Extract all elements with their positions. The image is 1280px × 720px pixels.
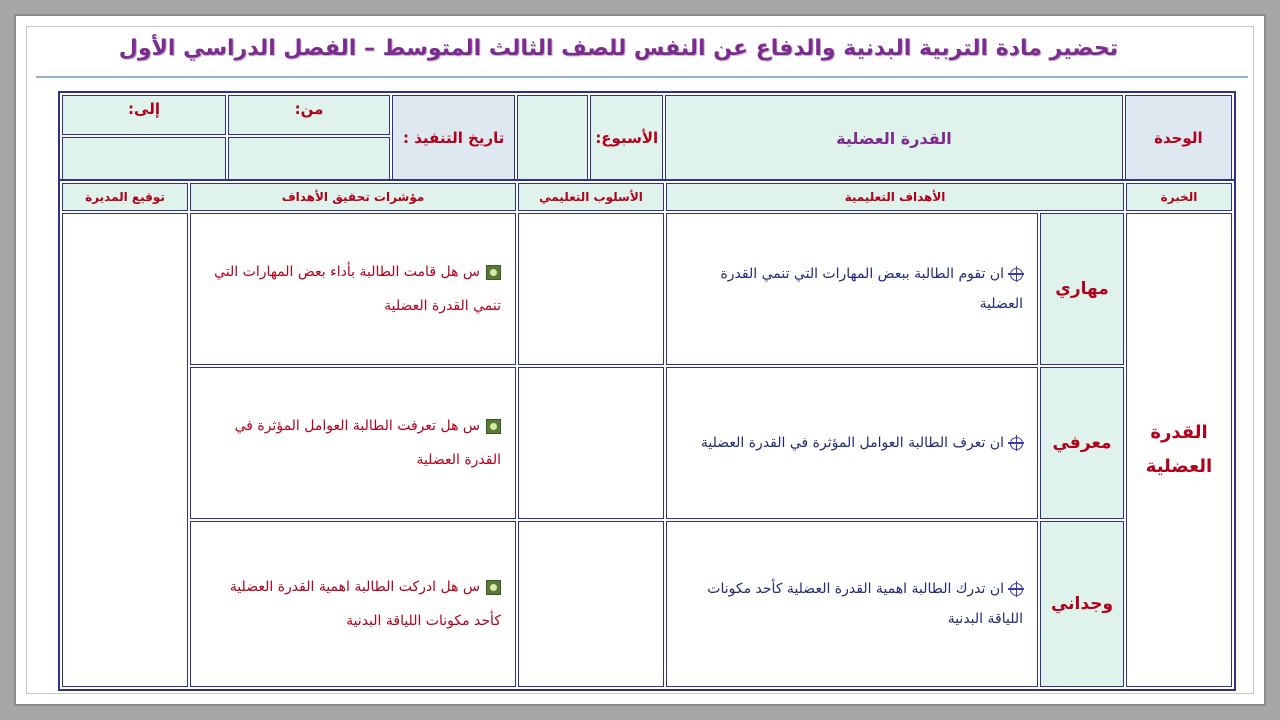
header-signature: توقيع المديرة <box>62 183 188 211</box>
indicator-knowledge <box>190 367 516 519</box>
domain-skill: مهاري <box>1040 213 1124 365</box>
flower-bullet-icon <box>486 580 501 595</box>
objective-skill-text: ان تقوم الطالبة ببعض المهارات التي تنمي القدرة العضلية <box>720 266 1023 312</box>
method-cell-knowledge[interactable] <box>518 367 664 519</box>
unit-label: الوحدة <box>1125 95 1232 181</box>
domain-knowledge: معرفي <box>1040 367 1124 519</box>
indicator-affective-text: س هل ادركت الطالبة اهمية القدرة العضلية كأحد مكونات اللياقة البدنية <box>229 579 501 629</box>
indicator-knowledge-text: س هل تعرفت الطالبة العوامل المؤثرة في القدرة العضلية <box>234 418 501 468</box>
experience-value: القدرة العضلية <box>1126 213 1232 687</box>
indicator-skill-text: س هل قامت الطالبة بأداء بعض المهارات التي تنمي القدرة العضلية <box>214 264 501 314</box>
indicator-skill <box>190 213 516 365</box>
header-experience: الخبرة <box>1126 183 1232 211</box>
header-objectives: الأهداف التعليمية <box>666 183 1124 211</box>
method-cell-affective[interactable] <box>518 521 664 687</box>
lesson-plan-table <box>58 179 1236 691</box>
week-label: الأسبوع: <box>590 95 663 181</box>
flower-bullet-icon <box>486 265 501 280</box>
crosshair-bullet-icon <box>1010 583 1023 596</box>
from-value-cell[interactable] <box>228 137 390 181</box>
to-value-cell[interactable] <box>62 137 226 181</box>
objective-affective <box>666 521 1038 687</box>
flower-bullet-icon <box>486 419 501 434</box>
indicator-affective <box>190 521 516 687</box>
method-cell-skill[interactable] <box>518 213 664 365</box>
to-label: إلى: <box>62 95 226 135</box>
objective-skill <box>666 213 1038 365</box>
crosshair-bullet-icon <box>1010 268 1023 281</box>
objective-affective-text: ان تدرك الطالبة اهمية القدرة العضلية كأحد مكونات اللياقة البدنية <box>707 581 1023 627</box>
unit-info-table <box>58 91 1236 185</box>
from-label: من: <box>228 95 390 135</box>
domain-affective: وجداني <box>1040 521 1124 687</box>
crosshair-bullet-icon <box>1010 437 1023 450</box>
signature-cell[interactable] <box>62 213 188 687</box>
objective-knowledge <box>666 367 1038 519</box>
page-title: تحضير مادة التربية البدنية والدفاع عن النفس للصف الثالث المتوسط – الفصل الدراسي الأول <box>118 36 1118 61</box>
objective-knowledge-text: ان تعرف الطالبة العوامل المؤثرة في القدرة العضلية <box>700 435 1004 451</box>
header-indicators: مؤشرات تحقيق الأهداف <box>190 183 516 211</box>
exec-date-label: تاريخ التنفيذ : <box>392 95 515 181</box>
unit-value: القدرة العضلية <box>665 95 1123 181</box>
header-method: الأسلوب التعليمي <box>518 183 664 211</box>
title-divider <box>36 76 1248 78</box>
lesson-plan-page <box>14 14 1266 706</box>
week-value-cell[interactable] <box>517 95 588 181</box>
